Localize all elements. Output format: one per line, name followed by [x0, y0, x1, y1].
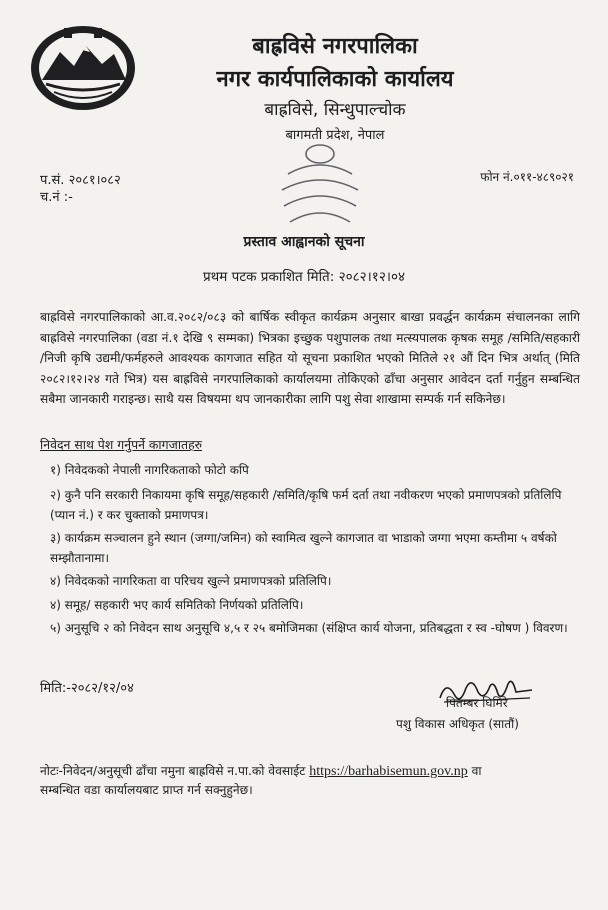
website-link[interactable]: https://barhabisemun.gov.np: [309, 764, 468, 779]
documents-heading: निवेदन साथ पेश गर्नुपर्ने कागजातहरु: [40, 437, 203, 452]
officer-title: पशु विकास अधिकृत (सातौं): [396, 717, 519, 731]
municipality-name: बाह्रविसे नगरपालिका: [252, 34, 418, 59]
note-suffix: वा: [471, 764, 482, 778]
office-location: बाह्रविसे, सिन्धुपाल्चोक: [264, 100, 406, 120]
note-line: [40, 762, 482, 780]
document-item: १) निवेदकको नेपाली नागरिकताको फोटो कपि: [50, 463, 249, 477]
notice-title: प्रस्ताव आह्वानको सूचना: [243, 234, 365, 250]
officer-name: पितम्बर घिमिरे: [446, 696, 508, 710]
document-item: ४) समूह/ सहकारी भए कार्य समितिको निर्णयको प्रतिलिपि।: [50, 598, 304, 612]
office-seal-stamp: [272, 134, 368, 234]
notice-body: बाह्रविसे नगरपालिकाको आ.व.२०८२/०८३ को बार्षिक स्वीकृत कार्यक्रम अनुसार बाखा प्रवर्द्धन कार्यक्रम संचालनका लागि बाह्रविसे नगरपालिका (वडा नं.१ देखि ९ सम्मका) भित्रका इच्छुक पशुपालक तथा मत्स्यपालक कृषक समूह /समिति/सहकारी /निजी कृषि उद्यमी/फर्महरुले आवश्यक कागजात सहित यो सूचना प्रकाशित भएको मितिले २१ औं दिन भित्र अर्थात् (मिति २०८२।१२।२४ गते भित्र) यस बाह्रविसे नगरपालिकाको कार्यालयमा तोकिएको ढाँचा अनुसार आवेदन दर्ता गर्नुहुन सम्बन्धित सबैमा जानकारी गराइन्छ। साथै यस विषयमा थप जानकारीका लागि पशु सेवा शाखामा सम्पर्क गर्न सकिनेछ।: [40, 310, 580, 406]
reference-number: प.सं. २०८१।०८२: [40, 173, 121, 188]
note-line-2: सम्बन्धित वडा कार्यालयबाट प्राप्त गर्न सक्नुहुनेछ।: [40, 783, 253, 797]
note-prefix: नोटः-निवेदन/अनुसूची ढाँचा नमुना बाह्रविसे न.पा.को वेवसाईट: [40, 764, 306, 778]
province-name: बागमती प्रदेश, नेपाल: [285, 128, 385, 143]
document-item: २) कुनै पनि सरकारी निकायमा कृषि समूह/सहकारी /समिति/कृषि फर्म दर्ता तथा नवीकरण भएको प्रमाणपत्रको प्रतिलिपि (प्यान नं.) र कर चुक्ताको प्रमाणपत्र।: [50, 488, 562, 522]
document-item: ५) अनुसूचि २ को निवेदन साथ अनुसूचि ४,५ र २५ बमोजिमका (संक्षिप्त कार्य योजना, प्रतिबद्धता र स्व -घोषण ) विवरण।: [50, 621, 568, 635]
phone-number: फोन नं.०११-४८९०२१: [480, 170, 574, 184]
office-name: नगर कार्यपालिकाको कार्यालय: [216, 67, 454, 92]
notice-date: मिति:-२०८२/१२/०४: [40, 681, 134, 696]
emblem-logo: [28, 22, 138, 114]
dispatch-number: च.नं :-: [40, 190, 73, 205]
document-item: ३) कार्यक्रम सञ्चालन हुने स्थान (जग्गा/जमिन) को स्वामित्व खुल्ने कागजात वा भाडाको जग्गा भएमा कम्तीमा ५ वर्षको सम्झौतानामा।: [50, 531, 557, 565]
document-item: ४) निवेदकको नागरिकता वा परिचय खुल्ने प्रमाणपत्रको प्रतिलिपि।: [50, 574, 332, 588]
publication-date: प्रथम पटक प्रकाशित मिति: २०८२।१२।०४: [202, 269, 405, 285]
